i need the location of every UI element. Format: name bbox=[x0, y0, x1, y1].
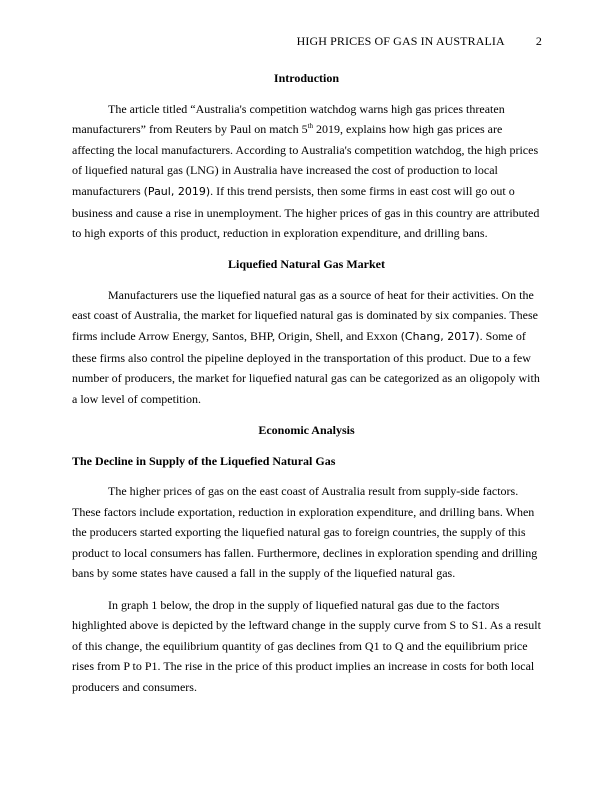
intro-text-c: . If this trend persists, then some firms in east cost will go out o business and cause a rise in unemployment. The higher prices of gas in this country are attributed to high exports of this product, reduction in exploration expenditure, and drilling bans. bbox=[72, 183, 540, 241]
page-number: 2 bbox=[535, 34, 542, 48]
running-title: HIGH PRICES OF GAS IN AUSTRALIA bbox=[296, 34, 505, 48]
intro-text-a: The article titled “Australia's competition watchdog warns high gas prices threaten manufacturers” from Reuters by Paul on match 5 bbox=[72, 101, 505, 137]
introduction-heading: Introduction bbox=[273, 71, 340, 85]
lng-citation: (Chang, 2017) bbox=[400, 330, 480, 344]
running-header bbox=[297, 34, 542, 49]
lng-market-paragraph bbox=[72, 285, 541, 410]
economic-analysis-heading: Economic Analysis bbox=[258, 422, 355, 437]
supply-decline-paragraph-2: In graph 1 below, the drop in the supply of liquefied natural gas due to the factors highlighted above is depicted by the leftward change in the supply curve from S to S1. As a result of this change, the equilibrium quantity of gas declines from Q1 to Q and the equilibrium price rises from P to P1. The rise in the price of this product implies an increase in costs for both local producers and consumers. bbox=[72, 597, 541, 694]
supply-decline-paragraph-1: The higher prices of gas on the east coast of Australia result from supply-side factors. These factors include exportation, reduction in exploration expenditure, and drilling bans. When the producers started exporting the liquefied natural gas to foreign countries, the supply of this product to local consumers has fallen. Furthermore, declines in exploration spending and drilling bans by some states have caused a fall in the supply of the liquefied natural gas. bbox=[72, 484, 538, 581]
lng-market-heading: Liquefied Natural Gas Market bbox=[228, 257, 385, 272]
supply-decline-heading: The Decline in Supply of the Liquefied Natural Gas bbox=[72, 453, 336, 468]
intro-superscript: th bbox=[307, 122, 314, 131]
introduction-paragraph bbox=[72, 99, 541, 244]
intro-citation: (Paul, 2019) bbox=[143, 184, 211, 198]
document-body bbox=[72, 68, 541, 708]
intro-text-b: 2019, explains how high gas prices are affecting the local manufacturers. According to Australia's competition watchdog, the high prices of liquefied natural gas (LNG) in Australia have increased the cost of production to local manufacturers bbox=[72, 122, 539, 198]
lng-text-a: Manufacturers use the liquefied natural gas as a source of heat for their activities. On the east coast of Australia, the market for liquefied natural gas is dominated by six companies. These firms include Arrow Energy, Santos, BHP, Origin, Shell, and Exxon bbox=[72, 287, 538, 344]
lng-text-b: . Some of these firms also control the pipeline deployed in the transportation of this product. Due to a few number of producers, the market for liquefied natural gas can be categorized as an oligopoly with a low level of competition. bbox=[72, 329, 540, 406]
